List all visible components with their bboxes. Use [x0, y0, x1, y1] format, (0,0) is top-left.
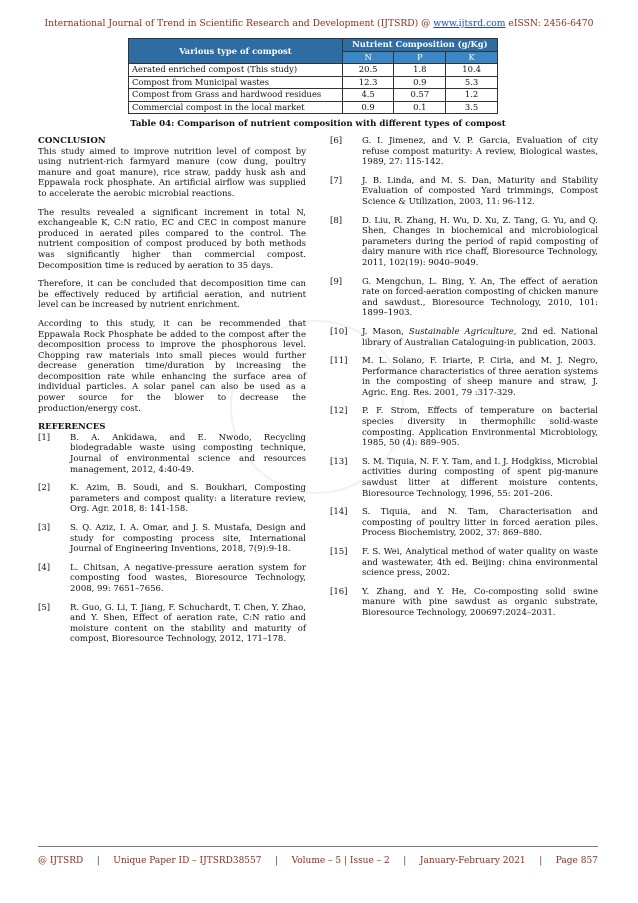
table-cell-p: 0.1 [394, 101, 446, 114]
reference-text: Y. Zhang, and Y. He, Co-composting solid swine manure with pine sawdust as organic substrate, Bioresource Technology, 200697:2024–2031. [362, 586, 598, 618]
reference-text: G. Mengchun, L. Bing, Y. An, The effect of aeration rate on forced-aeration composting of chicken manure and sawdust., Bioresource Technology, 2010, 101: 1899–1903. [362, 276, 598, 319]
footer-page: Page 857 [555, 856, 598, 866]
reference-text: B. A. Ankidawa, and E. Nwodo, Recycling biodegradable waste using composting technique, Journal of environmental science and resources management, 2012, 4:40-49. [70, 432, 306, 475]
table-cell-name: Commercial compost in the local market [129, 101, 343, 114]
table-subheader-k: K [446, 51, 498, 64]
reference-item [330, 327, 598, 348]
footer-sep: | [539, 856, 543, 866]
reference-item [330, 457, 598, 499]
reference-item [38, 433, 306, 475]
footer-paper-id: Unique Paper ID – IJTSRD38557 [113, 856, 262, 866]
conclusion-paragraph: Therefore, it can be concluded that decomposition time can be effectively reduced by artificial aeration, and nutrient level can be increased by nutrient enrichment. [38, 279, 306, 311]
conclusion-heading: CONCLUSION [38, 136, 106, 146]
reference-number: [8] [330, 215, 343, 226]
table-row [129, 76, 498, 89]
reference-item [330, 356, 598, 398]
running-footer [38, 856, 598, 866]
table-cell-n: 0.9 [342, 101, 394, 114]
footer-date: January-February 2021 [419, 856, 526, 866]
reference-number: [6] [330, 136, 343, 146]
reference-item [38, 603, 306, 645]
header-suffix: eISSN: 2456-6470 [505, 18, 594, 29]
reference-text: R. Guo, G. Li, T. Jiang, F. Schuchardt, T. Chen, Y. Zhao, and Y. Shen, Effect of aeration rate, C:N ratio and moisture content on the stability and maturity of compost, Bioresource Technology, 2012, 171–178. [70, 602, 306, 645]
right-column [330, 136, 598, 627]
reference-number: [16] [330, 586, 348, 597]
reference-item [330, 587, 598, 619]
reference-number: [5] [38, 602, 51, 613]
table-cell-n: 12.3 [342, 76, 394, 89]
table-cell-k: 10.4 [446, 64, 498, 77]
reference-number: [11] [330, 356, 348, 367]
reference-text: J. B. Linda, and M. S. Dan, Maturity and Stability Evaluation of composted Yard trimmings, Compost Science & Utilization, 2003, 11: 96-112. [362, 175, 598, 207]
reference-text-post: , 2nd ed. National library of Australian Cataloguing-in publication, 2003. [362, 326, 599, 348]
left-column [38, 136, 306, 653]
reference-text: L. Chitsan, A negative-pressure aeration system for composting food wastes, Bioresource Technology, 2008, 99: 7651–7656. [70, 562, 306, 594]
table-cell-k: 1.2 [446, 89, 498, 102]
conclusion-paragraph: The results revealed a significant increment in total N, exchangeable K, C:N ratio, EC and CEC in compost manure produced in aerated piles compared to the control. The nutrient composition of compost produced by both methods was significantly higher than commercial compost. Decomposition time is reduced by aeration to 35 days. [38, 207, 306, 271]
reference-text [362, 327, 598, 348]
footer-sep: | [403, 856, 407, 866]
table-cell-p: 1.8 [394, 64, 446, 77]
table-caption: Table 04: Comparison of nutrient composition with different types of compost [130, 119, 506, 129]
reference-text: S. Q. Aziz, I. A. Omar, and J. S. Mustafa, Design and study for composting process site, International Journal of Engineering Inventions, 2018, 7(9):9-18. [70, 523, 306, 555]
reference-text: S. Tiquia, and N. Tam, Characterisation and composting of poultry litter in forced aeration piles. Process Biochemistry, 2002, 37: 869–880. [362, 507, 598, 539]
reference-text: D. Liu, R. Zhang, H. Wu, D. Xu, Z. Tang, G. Yu, and Q. Shen, Changes in biochemical and microbiological parameters during the period of rapid composting of dairy manure with rice chaff, Bioresource Technology, 2011, 102(19): 9040–9049. [362, 215, 598, 268]
table-subheader-p: P [394, 51, 446, 64]
reference-number: [13] [330, 456, 348, 467]
footer-sep: | [96, 856, 100, 866]
reference-item [330, 216, 598, 269]
reference-number: [4] [38, 562, 51, 573]
reference-number: [9] [330, 276, 343, 287]
reference-text: G. I. Jimenez, and V. P. Garcia, Evaluation of city refuse compost maturity: A review, Biological wastes, 1989, 27: 115-142. [362, 136, 598, 168]
footer-sep: | [275, 856, 279, 866]
table-cell-n: 4.5 [342, 89, 394, 102]
reference-text-pre: J. Mason, [362, 326, 409, 337]
reference-text: K. Azim, B. Soudi, and S. Boukhari, Composting parameters and compost quality: a literature review, Org. Agr. 2018, 8: 141-158. [70, 483, 306, 515]
table-cell-p: 0.57 [394, 89, 446, 102]
conclusion-paragraph: According to this study, it can be recommended that Eppawala Rock Phosphate be added to the compost after the decomposition process to improve the phosphorous level. Chopping raw materials into small pieces would further decrease generation time/duration by increasing the decomposition rate while enhancing the surface area of individual particles. A solar panel can also be used as a power source for the blower to decrease the production/energy cost. [38, 318, 306, 414]
reference-book-title: Sustainable Agriculture [408, 326, 514, 337]
reference-item [330, 277, 598, 319]
table-subheader-n: N [342, 51, 394, 64]
running-header [0, 18, 638, 29]
reference-number: [10] [330, 326, 348, 337]
compost-comparison-table [128, 38, 498, 114]
table-row [129, 101, 498, 114]
table-cell-name: Compost from Grass and hardwood residues [129, 89, 343, 102]
references-heading: REFERENCES [38, 422, 106, 433]
table-row [129, 64, 498, 77]
reference-item [38, 483, 306, 515]
footer-volume: Volume – 5 | Issue – 2 [291, 856, 390, 866]
journal-link[interactable]: www.ijtsrd.com [433, 18, 506, 29]
conclusion-paragraph: This study aimed to improve nutrition level of compost by using nutrient-rich farmyard manure (cow dung, poultry manure and goat manure), rice straw, paddy husk ash and Eppawala rock phosphate. An artificial airflow was supplied to accelerate the aerobic microbial reactions. [38, 146, 306, 199]
reference-text: P. F. Strom, Effects of temperature on bacterial species diversity in thermophilic solid-waste composting. Application Environmental Microbiology, 1985, 50 (4): 889–905. [362, 406, 598, 449]
reference-item [330, 507, 598, 539]
table-cell-name: Aerated enriched compost (This study) [129, 64, 343, 77]
table-cell-k: 3.5 [446, 101, 498, 114]
header-prefix: International Journal of Trend in Scientific Research and Development (IJTSRD) @ [44, 18, 434, 29]
footer-journal: @ IJTSRD [38, 856, 84, 866]
reference-text: S. M. Tiquia, N. F. Y. Tam, and I. J. Hodgkiss, Microbial activities during composting of spent pig-manure sawdust litter at different moisture contents, Bioresource Technology, 1996, 55: 201–206. [362, 456, 598, 499]
reference-item [330, 547, 598, 579]
reference-number: [15] [330, 547, 348, 557]
reference-number: [14] [330, 507, 348, 518]
footer-divider [38, 846, 598, 847]
reference-item [38, 523, 306, 555]
table-cell-name: Compost from Municipal wastes [129, 76, 343, 89]
reference-item [330, 406, 598, 448]
reference-number: [1] [38, 432, 51, 443]
reference-number: [7] [330, 175, 343, 186]
reference-item [330, 136, 598, 168]
reference-number: [12] [330, 406, 348, 417]
table-row [129, 89, 498, 102]
reference-number: [2] [38, 483, 51, 494]
table-header-nutrient: Nutrient Composition (g/Kg) [342, 39, 497, 52]
table-cell-n: 20.5 [342, 64, 394, 77]
table-header-type: Various type of compost [129, 39, 343, 64]
reference-item [330, 176, 598, 208]
table-cell-k: 5.3 [446, 76, 498, 89]
reference-text: F. S. Wei, Analytical method of water quality on waste and wastewater, 4th ed. Beijing: china environmental science press, 2002. [362, 547, 598, 579]
reference-text: M. L. Solano, F. Iriarte, P. Ciria, and M. J. Negro, Performance characteristics of three aeration systems in the composting of sheep manure and straw, J. Agric. Eng. Res. 2001, 79 :317-329. [362, 356, 598, 398]
reference-item [38, 563, 306, 595]
table-cell-p: 0.9 [394, 76, 446, 89]
reference-number: [3] [38, 523, 51, 533]
